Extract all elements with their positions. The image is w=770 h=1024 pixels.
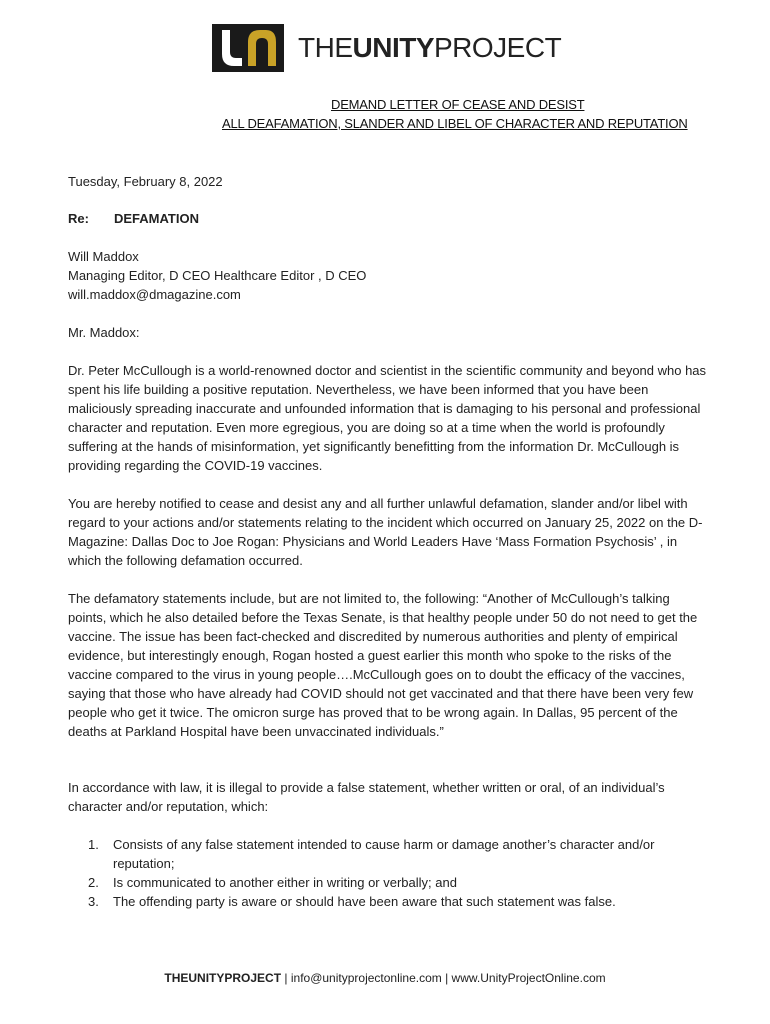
- list-item-text: The offending party is aware or should have been aware that such statement was false.: [113, 894, 616, 909]
- footer-org: THEUNITYPROJECT: [164, 971, 282, 985]
- paragraph-3: The defamatory statements include, but are not limited to, the following: “Another of McCullough’s talking points, which he also detailed before the Texas Senate, is that healthy people under 50 do not need to get the vaccine. The issue has been fact-checked and discredited by numerous authorities and plenty of empirical evidence, but interestingly enough, Rogan hosted a guest earlier this month who spoke to the risks of the vaccine compared to the virus in young people….McCullough goes on to doubt the efficacy of the vaccines, saying that those who have already had COVID should not get vaccinated and that there have been very few people who get it twice. The omicron surge has proved that to be wrong again. In Dallas, 95 percent of the deaths at Parkland Hospital have been unvaccinated individuals.”: [68, 591, 698, 739]
- list-item-text: Is communicated to another either in writing or verbally; and: [113, 875, 457, 890]
- list-item-number: 2.: [88, 875, 99, 890]
- list-item: [88, 873, 708, 892]
- salutation: Mr. Maddox:: [68, 325, 140, 340]
- list-item-number: 3.: [88, 894, 99, 909]
- list-item: [88, 835, 708, 873]
- page-footer: [0, 971, 770, 985]
- recipient-block: [68, 247, 708, 304]
- logo-mark-icon: [212, 24, 284, 72]
- list-item-number: 1.: [88, 837, 99, 852]
- re-subject: DEFAMATION: [114, 211, 199, 226]
- recipient-name: Will Maddox: [68, 249, 139, 264]
- logo-word-unity: UNITY: [352, 32, 434, 63]
- logo-wordmark: [298, 24, 561, 72]
- recipient-email: will.maddox@dmagazine.com: [68, 287, 241, 302]
- letter-heading-subtitle: ALL DEAFAMATION, SLANDER AND LIBEL OF CHARACTER AND REPUTATION: [222, 116, 688, 131]
- re-line: [68, 209, 708, 228]
- defamation-criteria-list: [88, 835, 708, 911]
- logo-word-the: THE: [298, 32, 353, 63]
- list-item-text: Consists of any false statement intended to cause harm or damage another’s character and/or reputation;: [113, 837, 655, 871]
- paragraph-2: You are hereby notified to cease and desist any and all further unlawful defamation, slander and/or libel with regard to your actions and/or statements relating to the incident which occurred on January 25, 2022 on the D-Magazine: Dallas Doc to Joe Rogan: Physicians and World Leaders Have ‘Mass Formation Psychosis’ , in which the following defamation occurred.: [68, 496, 703, 568]
- letter-heading-title: DEMAND LETTER OF CEASE AND DESIST: [331, 97, 585, 112]
- letter-date: Tuesday, February 8, 2022: [68, 174, 223, 189]
- paragraph-1: Dr. Peter McCullough is a world-renowned doctor and scientist in the scientific community and beyond who has spent his life building a positive reputation. Nevertheless, we have been informed that you have been maliciously spreading inaccurate and unfounded information that is damaging to his personal and professional character and reputation. Even more egregious, you are doing so at a time when the world is profoundly suffering at the hands of misinformation, yet significantly benefitting from the information Dr. McCullough is providing regarding the COVID-19 vaccines.: [68, 363, 707, 473]
- recipient-title: Managing Editor, D CEO Healthcare Editor , D CEO: [68, 268, 367, 283]
- footer-contact: | info@unityprojectonline.com | www.UnityProjectOnline.com: [281, 971, 606, 985]
- list-item: [88, 892, 708, 911]
- re-label: Re:: [68, 211, 89, 226]
- paragraph-4: In accordance with law, it is illegal to provide a false statement, whether written or oral, of an individual’s character and/or reputation, which:: [68, 780, 665, 814]
- unity-project-logo: [212, 24, 561, 72]
- logo-word-project: PROJECT: [434, 32, 562, 63]
